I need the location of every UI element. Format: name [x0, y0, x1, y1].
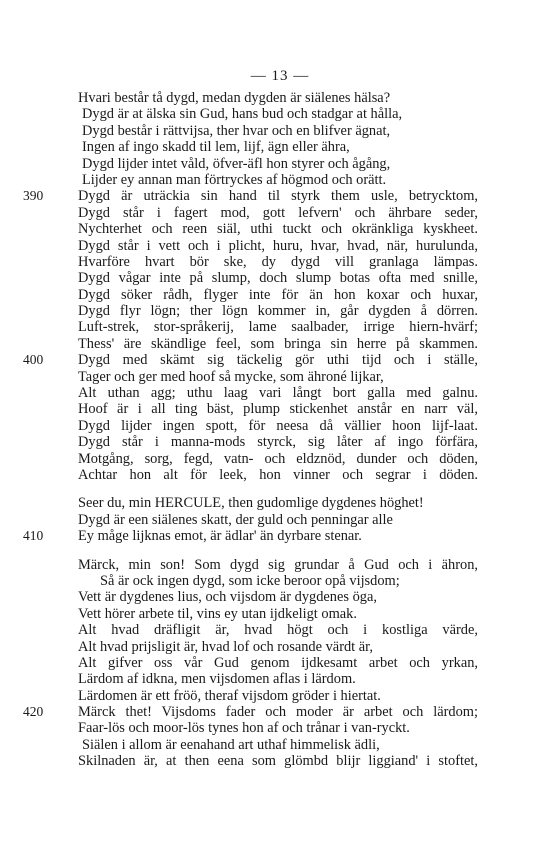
- verse-text: Hvari består tå dygd, medan dygden är siälenes hälsa?: [78, 90, 391, 106]
- verse-text: Alt gifver oss vår Gud genom ijdkesamt arbet och yrkan,: [78, 654, 478, 671]
- verse-line: [0, 287, 560, 303]
- verse-text: Thess' äre skändlige feel, som bringa sin herre på skammen.: [78, 335, 478, 352]
- verse-line: [0, 188, 560, 204]
- verse-text: Tager och ger med hoof så mycke, som ähroné lijkar,: [78, 368, 384, 385]
- verse-line: [0, 369, 560, 385]
- stanza-gap: [0, 483, 560, 495]
- poem-text: [0, 90, 560, 770]
- verse-text: Luft-strek, stor-språkerij, lame saalbader, irrige hiern-hvärf;: [78, 319, 478, 336]
- verse-text: Hvarföre hvart bör ske, dy dygd vill granlaga lämpas.: [78, 253, 478, 270]
- verse-line: [0, 238, 560, 254]
- verse-line: [0, 528, 560, 544]
- line-number: 390: [23, 188, 44, 204]
- verse-text: Motgång, sorg, fegd, vatn- och eldznöd, dunder och döden,: [78, 450, 478, 467]
- verse-text: Dygd söker rådh, flyger inte för än hon koxar och huxar,: [78, 286, 478, 303]
- verse-text: Lärdomen är ett fröö, theraf vijsdom gröder i hiertat.: [78, 687, 381, 704]
- verse-line: [0, 639, 560, 655]
- verse-line: [0, 589, 560, 605]
- verse-text: Alt hvad dräfligit är, hvad högt och i kostliga värde,: [78, 622, 478, 639]
- verse-line: [0, 557, 560, 573]
- verse-line: [0, 123, 560, 139]
- verse-line: [0, 172, 560, 188]
- verse-text: Dygd lijder intet våld, öfver-äfl hon styrer och ågång,: [82, 155, 391, 172]
- verse-line: [0, 671, 560, 687]
- verse-text: Skilnaden är, at then eena som glömbd blijr liggiand' i stoftet,: [78, 753, 478, 770]
- verse-text: Faar-lös och moor-lös tynes hon af och trånar i van-ryckt.: [78, 720, 410, 737]
- verse-text: Alt hvad prijsligit är, hvad lof och rosande värdt är,: [78, 638, 373, 655]
- verse-line: [0, 655, 560, 671]
- page-number: — 13 —: [250, 68, 310, 84]
- verse-line: [0, 205, 560, 221]
- verse-line: [0, 156, 560, 172]
- verse-text: Achtar hon alt för leek, hon vinner och segrar i döden.: [78, 466, 478, 483]
- verse-line: [0, 106, 560, 122]
- verse-line: [0, 512, 560, 528]
- verse-text: Märck thet! Vijsdoms fader och moder är arbet och lärdom;: [78, 704, 478, 721]
- verse-text: Dygd är een siälenes skatt, der guld och penningar alle: [78, 511, 393, 528]
- verse-line: [0, 385, 560, 401]
- verse-line: [0, 737, 560, 753]
- verse-text: Dygd står i vett och i plicht, huru, hvar, hvad, när, hurulunda,: [78, 237, 478, 254]
- verse-line: [0, 434, 560, 450]
- verse-text: Dygd står i manna-mods styrck, sig låter af ingo förfära,: [78, 434, 478, 451]
- verse-text: Lijder ey annan man förtryckes af högmod och orätt.: [82, 171, 387, 188]
- verse-line: [0, 336, 560, 352]
- verse-line: [0, 606, 560, 622]
- verse-line: [0, 622, 560, 638]
- verse-line: [0, 467, 560, 483]
- verse-line: [0, 418, 560, 434]
- line-number: 400: [23, 352, 44, 368]
- verse-text: Alt uthan agg; uthu laag vari långt bort galla med galnu.: [78, 385, 478, 402]
- verse-line: [0, 303, 560, 319]
- verse-line: [0, 90, 560, 106]
- verse-line: [0, 451, 560, 467]
- verse-line: [0, 704, 560, 720]
- verse-line: [0, 319, 560, 335]
- verse-text: Dygd är at älska sin Gud, hans bud och stadgar at hålla,: [82, 106, 403, 123]
- stanza-gap: [0, 545, 560, 557]
- line-number: 420: [23, 704, 44, 720]
- verse-text: Märck, min son! Som dygd sig grundar å Gud och i ähron,: [78, 556, 478, 573]
- verse-text: Dygd är uträckia sin hand til styrk them usle, betrycktom,: [78, 188, 478, 205]
- verse-line: [0, 270, 560, 286]
- verse-line: [0, 688, 560, 704]
- verse-text: Vett är dygdenes lius, och vijsdom är dygdenes öga,: [78, 589, 377, 606]
- verse-line: [0, 221, 560, 237]
- verse-text: Lärdom af idkna, men vijsdomen aflas i lärdom.: [78, 671, 356, 688]
- verse-text: Seer du, min HERCULE, then gudomlige dygdenes höghet!: [78, 495, 424, 512]
- verse-text: Ey måge lijknas emot, är ädlar' än dyrbare stenar.: [78, 528, 362, 545]
- verse-text: Vett hörer arbete til, vins ey utan ijdkeligt omak.: [78, 605, 357, 622]
- verse-text: Dygd med skämt sig täckelig gör uthi tijd och i ställe,: [78, 352, 478, 369]
- verse-text: Hoof är i all ting bäst, plump stickenhet anstår en narr väl,: [78, 401, 478, 418]
- verse-line: [0, 352, 560, 368]
- verse-line: [0, 573, 560, 589]
- verse-text: Dygd lijder ingen spott, för neesa då vällier hoon lijf-laat.: [78, 417, 478, 434]
- verse-text: Dygd står i fagert mod, gott lefvern' och ährbare seder,: [78, 204, 478, 221]
- line-number: 410: [23, 528, 44, 544]
- verse-text: Dygd består i rättvijsa, ther hvar och en blifver ägnat,: [82, 122, 391, 139]
- verse-text: Nychterhet och reen siäl, uthi tuckt och okränkliga kyskheet.: [78, 221, 478, 238]
- verse-line: [0, 254, 560, 270]
- verse-text: Dygd vågar inte på slump, doch slump botas ofta med snille,: [78, 270, 478, 287]
- verse-text: Dygd flyr lögn; ther lögn kommer in, går dygden å dörren.: [78, 303, 478, 320]
- verse-text: Ingen af ingo skadd til lem, lijf, ägn eller ähra,: [82, 139, 350, 156]
- verse-line: [0, 495, 560, 511]
- verse-line: [0, 753, 560, 769]
- verse-text: Så är ock ingen dygd, som icke beroor opå vijsdom;: [100, 572, 400, 589]
- verse-line: [0, 720, 560, 736]
- verse-line: [0, 139, 560, 155]
- verse-line: [0, 401, 560, 417]
- verse-text: Siälen i allom är eenahand art uthaf himmelisk ädli,: [82, 736, 380, 753]
